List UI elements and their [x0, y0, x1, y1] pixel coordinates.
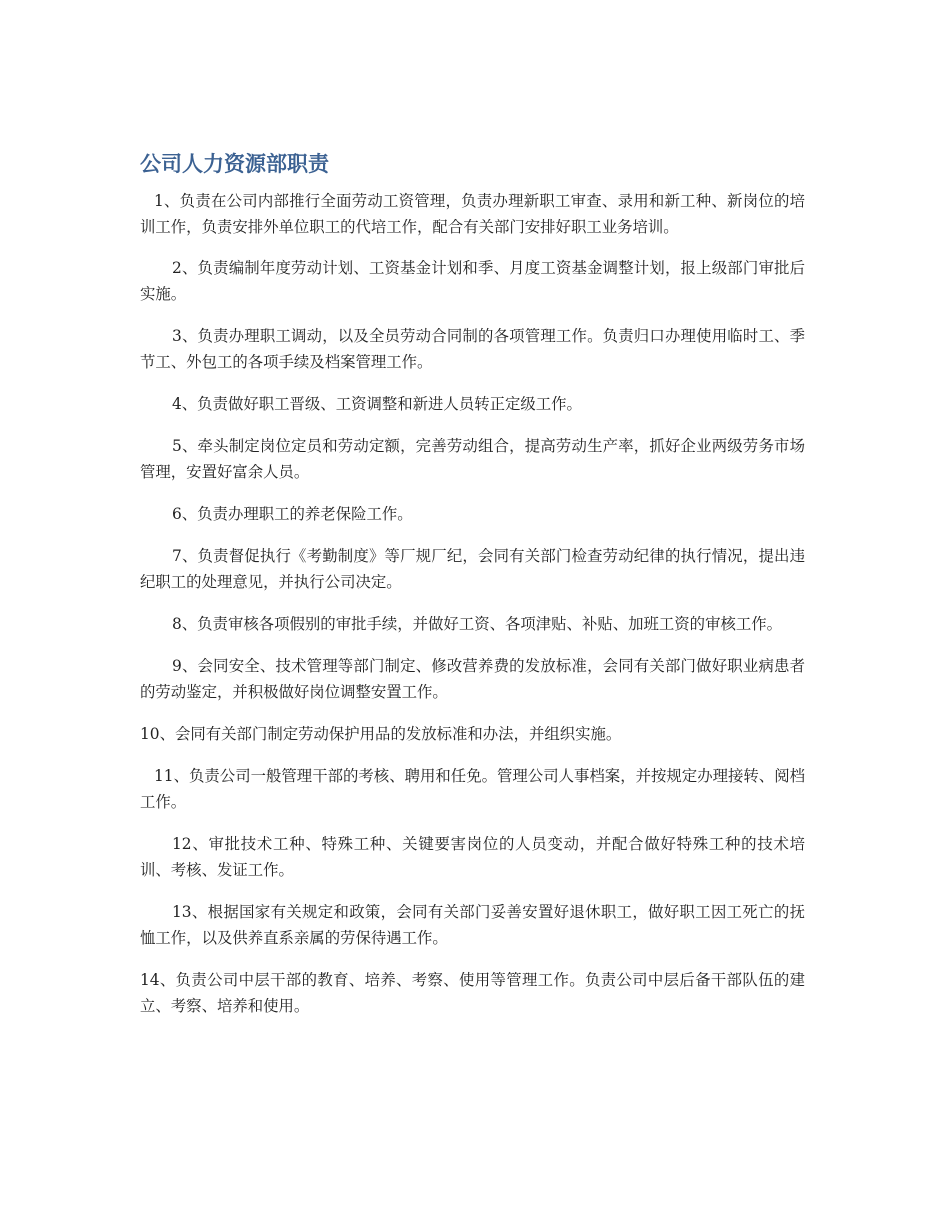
document-page	[140, 150, 805, 1035]
paragraph-6: 6、负责办理职工的养老保险工作。	[172, 505, 413, 523]
paragraph-9: 9、会同安全、技术管理等部门制定、修改营养费的发放标准，会同有关部门做好职业病患者的劳动鉴定，并积极做好岗位调整安置工作。	[140, 657, 805, 701]
document-title: 公司人力资源部职责	[140, 152, 329, 176]
paragraph-2: 2、负责编制年度劳动计划、工资基金计划和季、月度工资基金调整计划，报上级部门审批后实施。	[140, 259, 805, 303]
paragraph-8: 8、负责审核各项假别的审批手续，并做好工资、各项津贴、补贴、加班工资的审核工作。	[172, 615, 783, 633]
paragraph-3: 3、负责办理职工调动，以及全员劳动合同制的各项管理工作。负责归口办理使用临时工、季节工、外包工的各项手续及档案管理工作。	[140, 327, 805, 371]
paragraph-12: 12、审批技术工种、特殊工种、关键要害岗位的人员变动，并配合做好特殊工种的技术培训、考核、发证工作。	[140, 835, 805, 879]
paragraph-5: 5、牵头制定岗位定员和劳动定额，完善劳动组合，提高劳动生产率，抓好企业两级劳务市场管理，安置好富余人员。	[140, 437, 805, 481]
paragraph-14: 14、负责公司中层干部的教育、培养、考察、使用等管理工作。负责公司中层后备干部队伍的建立、考察、培养和使用。	[140, 971, 805, 1015]
paragraph-10: 10、会同有关部门制定劳动保护用品的发放标准和办法，并组织实施。	[140, 725, 622, 743]
paragraph-1: 1、负责在公司内部推行全面劳动工资管理，负责办理新职工审查、录用和新工种、新岗位的培训工作，负责安排外单位职工的代培工作，配合有关部门安排好职工业务培训。	[140, 192, 805, 236]
paragraph-4: 4、负责做好职工晋级、工资调整和新进人员转正定级工作。	[172, 395, 582, 413]
paragraph-7: 7、负责督促执行《考勤制度》等厂规厂纪，会同有关部门检查劳动纪律的执行情况，提出违纪职工的处理意见，并执行公司决定。	[140, 547, 805, 591]
paragraph-13: 13、根据国家有关规定和政策，会同有关部门妥善安置好退休职工，做好职工因工死亡的抚恤工作，以及供养直系亲属的劳保待遇工作。	[140, 903, 805, 947]
paragraph-11: 11、负责公司一般管理干部的考核、聘用和任免。管理公司人事档案，并按规定办理接转、阅档工作。	[140, 767, 805, 811]
